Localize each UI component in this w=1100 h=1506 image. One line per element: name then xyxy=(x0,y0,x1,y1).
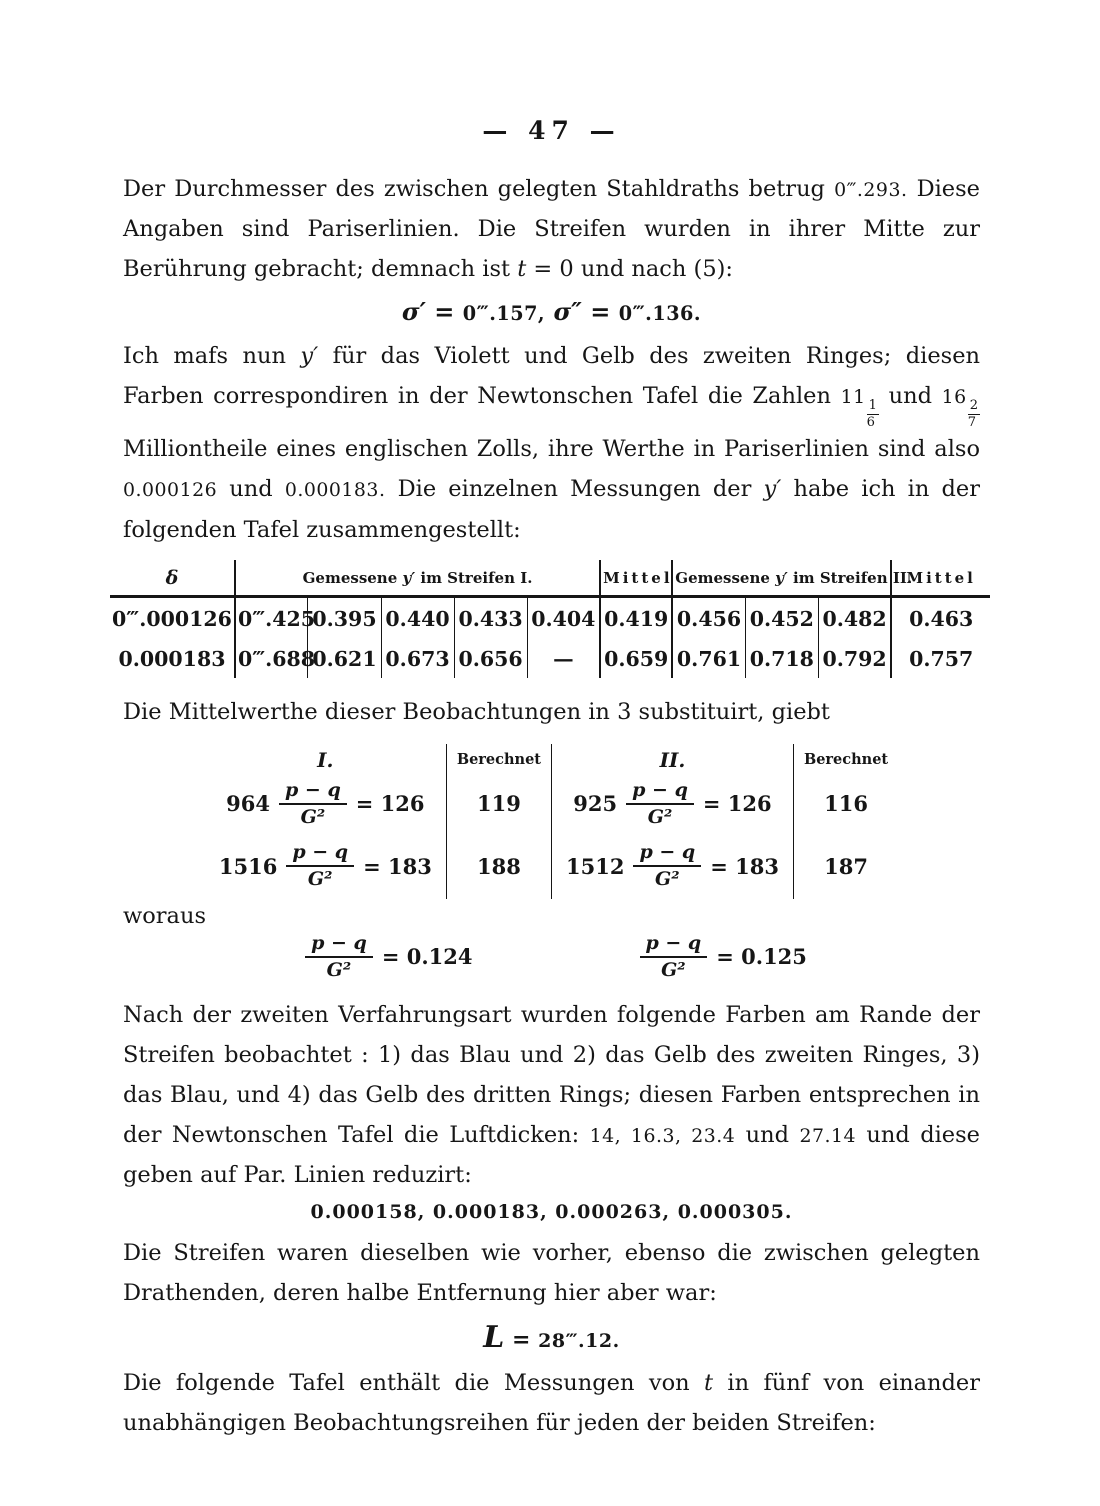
cell: 0.482 xyxy=(818,596,891,638)
group1-label-var: y′ xyxy=(402,568,416,587)
mittel2-column-header: Mittel xyxy=(891,560,990,597)
result-value: = 0.124 xyxy=(381,944,473,970)
result-equations xyxy=(123,933,980,982)
equation-cell xyxy=(205,836,446,899)
delta-value: 0‴.000126 xyxy=(112,606,232,631)
diameter-value: 0‴.293. xyxy=(834,179,908,201)
cell: 0.452 xyxy=(745,596,818,638)
p-q-over-G2-fraction xyxy=(279,780,347,829)
measure-text-7: habe ich in der folgenden Tafel zusammengestellt: xyxy=(123,476,980,543)
fraction-denominator: G² xyxy=(326,958,352,981)
cell: 0.433 xyxy=(454,596,527,638)
result-equation-left xyxy=(296,933,472,982)
variable-y-prime: y′ xyxy=(300,343,319,370)
sigma-prime-value: 0‴.157, xyxy=(462,302,546,326)
equation-cell xyxy=(205,774,446,837)
mixed-fraction-11-1-6 xyxy=(840,383,879,430)
method-text-1: Nach der zweiten Verfahrungsart wurden folgende Farben am Rande der Streifen beobachtet : 1) das Blau und 2) das Gelb des zweiten Ringes, 3) das Blau, und 4) das Gelb des dritten Rings; diesen Farben entsprechen in der Newtonschen Tafel die Luftdicken: xyxy=(123,1002,980,1149)
table-header-row xyxy=(110,560,990,597)
substitution-table xyxy=(205,744,898,899)
table-row xyxy=(205,774,898,837)
intro-text-3: = 0 und nach (5): xyxy=(526,256,733,283)
column-I-header: I. xyxy=(317,747,334,772)
measure-text-3: und xyxy=(878,383,942,410)
cell: 0‴.688 xyxy=(235,638,308,678)
equation-result: = 183 xyxy=(363,853,432,879)
intro-text-2: Diese Angaben sind Pariserlinien. Die Streifen wurden in ihrer Mitte zur Berührung gebracht; demnach ist xyxy=(123,176,980,283)
equals-sign: = xyxy=(581,297,619,327)
cell: 0.456 xyxy=(672,596,745,638)
berechnet-value: 119 xyxy=(446,774,551,837)
fraction-numerator: p − q xyxy=(279,780,347,805)
cell: 0.718 xyxy=(745,638,818,678)
berechnet1-header: Berechnet xyxy=(446,744,551,774)
fraction-whole: 16 xyxy=(941,386,967,409)
equation-result: = 183 xyxy=(710,853,779,879)
mittel-value: 0.419 xyxy=(600,596,672,638)
variable-y-prime: y′ xyxy=(763,476,782,503)
group1-label-post: im Streifen I. xyxy=(415,568,533,587)
group2-label-pre: Gemessene xyxy=(675,568,776,587)
value-000183: 0.000183. xyxy=(284,479,386,502)
equals-sign: = xyxy=(425,297,463,327)
coefficient: 1516 xyxy=(218,853,278,879)
measure-text-1: Ich mafs nun xyxy=(123,343,301,370)
cell: 0.792 xyxy=(818,638,891,678)
delta-column-header: δ xyxy=(110,560,235,597)
p-q-over-G2-fraction xyxy=(286,842,354,891)
mittelwerthe-paragraph: Die Mittelwerthe dieser Beobachtungen in 3 substituirt, giebt xyxy=(123,698,830,725)
fraction-whole: 11 xyxy=(840,386,866,409)
fraction-denominator: G² xyxy=(307,868,333,891)
measure-text-4: Milliontheile eines englischen Zolls, ihre Werthe in Pariserlinien sind also xyxy=(123,436,980,463)
measurements-table xyxy=(110,560,990,678)
fraction-denominator: G² xyxy=(661,958,686,981)
distance-formula xyxy=(123,1320,980,1355)
equation-cell xyxy=(552,774,794,837)
cell: 0.404 xyxy=(527,596,600,638)
woraus-label: woraus xyxy=(123,902,207,929)
sigma-formula xyxy=(123,297,980,326)
p-q-over-G2-fraction xyxy=(305,933,373,982)
p-q-over-G2-fraction xyxy=(633,842,701,891)
measure-text-6: Die einzelnen Messungen der xyxy=(385,476,764,503)
column-II-header: II. xyxy=(552,744,794,774)
group2-label-var: y′ xyxy=(775,568,788,587)
cell: 0.673 xyxy=(381,638,454,678)
result-value: = 0.125 xyxy=(716,944,807,970)
reduced-values-line: 0.000158, 0.000183, 0.000263, 0.000305. xyxy=(310,1201,793,1224)
table-header-row xyxy=(205,744,898,774)
second-method-paragraph xyxy=(123,995,980,1195)
variable-t: t xyxy=(517,256,527,283)
table-row xyxy=(110,596,990,638)
closing-paragraph xyxy=(123,1363,980,1443)
group2-label-post: im Streifen II. xyxy=(787,568,913,587)
cell: 0‴.425 xyxy=(235,596,308,638)
table-row xyxy=(205,836,898,899)
equation-result: = 126 xyxy=(355,791,425,817)
streifen2-group-header xyxy=(672,560,913,597)
mixed-fraction-16-2-7 xyxy=(941,383,980,430)
berechnet-value: 116 xyxy=(793,774,898,837)
cell: 0.761 xyxy=(672,638,745,678)
cell: 0.621 xyxy=(308,638,381,678)
berechnet-value: 188 xyxy=(446,836,551,899)
equation-cell xyxy=(552,836,794,899)
value-000126: 0.000126 xyxy=(123,479,218,502)
result-equation-right xyxy=(631,933,807,982)
fraction-denominator: G² xyxy=(655,868,680,891)
fraction-numerator: p − q xyxy=(640,933,708,958)
luftdicken-value-last: 27.14 xyxy=(799,1125,857,1148)
fraction-numerator: 2 xyxy=(969,398,978,414)
closing-text-1: Die folgende Tafel enthält die Messungen von xyxy=(123,1369,704,1396)
fraction-numerator: p − q xyxy=(286,842,354,867)
fraction-denominator: 7 xyxy=(967,414,976,430)
fraction-denominator: G² xyxy=(647,805,673,828)
table-row xyxy=(110,638,990,678)
luftdicken-values: 14, 16.3, 23.4 xyxy=(589,1125,736,1148)
fraction-numerator: p − q xyxy=(633,842,701,867)
variable-L: L xyxy=(483,1319,505,1355)
equals-sign: = xyxy=(504,1326,539,1353)
fraction-part xyxy=(867,399,879,429)
distance-value: 28‴.12. xyxy=(538,1329,620,1352)
sigma-doubleprime-symbol: σ″ xyxy=(553,297,582,327)
delta-value: 0.000183 xyxy=(118,646,226,671)
fraction-part xyxy=(968,399,980,429)
equation-result: = 126 xyxy=(702,791,772,817)
fraction-numerator: p − q xyxy=(305,933,373,958)
measure-text-5: und xyxy=(217,476,285,503)
berechnet2-header: Berechnet xyxy=(793,744,898,774)
measurement-paragraph xyxy=(123,336,980,549)
mittel-value: 0.463 xyxy=(891,596,990,638)
intro-text-1: Der Durchmesser des zwischen gelegten Stahldraths betrug xyxy=(123,176,835,202)
method-text-2: und xyxy=(735,1122,800,1149)
group1-label-pre: Gemessene xyxy=(302,568,403,587)
fraction-numerator: p − q xyxy=(626,780,694,805)
berechnet-value: 187 xyxy=(793,836,898,899)
sigma-prime-symbol: σ′ xyxy=(401,297,426,327)
fraction-denominator: G² xyxy=(300,805,326,828)
sigma-doubleprime-value: 0‴.136. xyxy=(618,302,702,326)
coefficient: 925 xyxy=(573,791,618,817)
coefficient: 1512 xyxy=(566,853,625,879)
mittel-value: 0.659 xyxy=(600,638,672,678)
cell: 0.656 xyxy=(454,638,527,678)
cell: — xyxy=(527,638,600,678)
mittel1-column-header: Mittel xyxy=(600,560,672,597)
closing-text-2: in fünf von einander unabhängigen Beobachtungsreihen für jeden der beiden Streifen: xyxy=(123,1369,980,1436)
cell: 0.440 xyxy=(381,596,454,638)
measure-text-2: für das Violett und Gelb des zweiten Ringes; diesen Farben correspondiren in der Newtonschen Tafel die Zahlen xyxy=(123,343,980,410)
streifen-paragraph: Die Streifen waren dieselben wie vorher, ebenso die zwischen gelegten Drathenden, deren halbe Entfernung hier aber war: xyxy=(123,1240,980,1307)
variable-t: t xyxy=(703,1369,714,1396)
method-text-3: und diese geben auf Par. Linien reduzirt: xyxy=(123,1122,980,1189)
mittel-value: 0.757 xyxy=(891,638,990,678)
intro-paragraph xyxy=(123,169,980,289)
p-q-over-G2-fraction xyxy=(640,933,708,982)
fraction-numerator: 1 xyxy=(868,398,877,414)
streifen1-group-header xyxy=(235,560,600,597)
p-q-over-G2-fraction xyxy=(626,780,694,829)
page-number: — 47 — xyxy=(482,116,621,145)
cell: 0.395 xyxy=(308,596,381,638)
fraction-denominator: 6 xyxy=(866,414,875,430)
coefficient: 964 xyxy=(226,791,271,817)
